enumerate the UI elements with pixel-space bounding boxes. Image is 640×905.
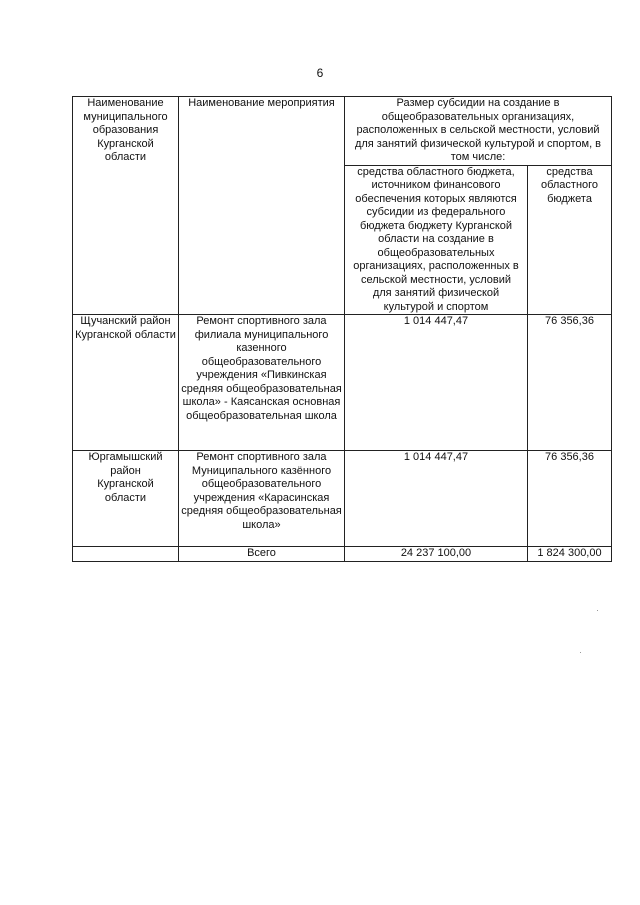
total-empty-cell: [73, 547, 179, 562]
total-regional-funds: 1 824 300,00: [528, 547, 612, 562]
page-number: 6: [316, 66, 324, 80]
row-federal-funds: 1 014 447,47: [345, 451, 528, 547]
header-event: Наименование мероприятия: [179, 97, 345, 315]
subsidy-table: [72, 96, 612, 562]
row-federal-funds: 1 014 447,47: [345, 315, 528, 451]
table-row: [73, 315, 612, 451]
row-event: Ремонт спортивного зала филиала муниципального казенного общеобразовательного учреждения «Пивкинская средняя общеобразовательная школа» - Каясанская основная общеобразовательная школа: [179, 315, 345, 451]
header-regional-funds: средства областного бюджета: [528, 165, 612, 315]
row-municipality: Щучанский район Курганской области: [73, 315, 179, 451]
row-regional-funds: 76 356,36: [528, 315, 612, 451]
header-municipality: Наименование муниципального образования Курганской области: [73, 97, 179, 315]
scan-speck: [580, 652, 581, 653]
total-label: Всего: [179, 547, 345, 562]
row-municipality: Юргамышский район Курганской области: [73, 451, 179, 547]
header-subsidy-size: Размер субсидии на создание в общеобразовательных организациях, расположенных в сельской местности, условий для занятий физической культурой и спортом, в том числе:: [345, 97, 612, 166]
scan-speck: [597, 610, 598, 611]
table-row: [73, 451, 612, 547]
row-event: Ремонт спортивного зала Муниципального казённого общеобразовательного учреждения «Карасинская средняя общеобразовательная школа»: [179, 451, 345, 547]
total-federal-funds: 24 237 100,00: [345, 547, 528, 562]
row-regional-funds: 76 356,36: [528, 451, 612, 547]
header-row: [73, 97, 612, 166]
header-federal-funds: средства областного бюджета, источником финансового обеспечения которых являются субсидии из федерального бюджета бюджету Курганской области на создание в общеобразовательных организациях, расположенных в сельской местности, условий для занятий физической культурой и спортом: [345, 165, 528, 315]
total-row: [73, 547, 612, 562]
